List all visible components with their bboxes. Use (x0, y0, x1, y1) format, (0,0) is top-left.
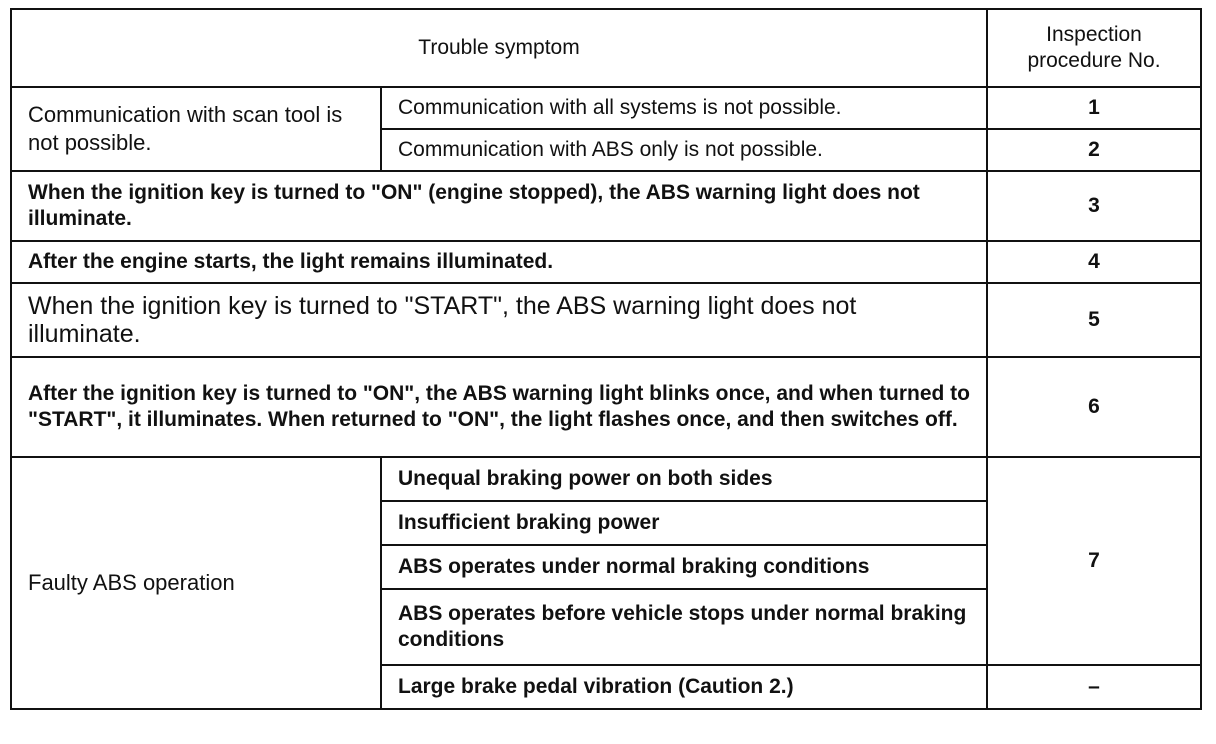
table-row (11, 87, 1201, 129)
header-trouble-symptom: Trouble symptom (11, 9, 987, 87)
header-row (11, 9, 1201, 87)
blinks-cell: After the ignition key is turned to "ON", the ABS warning light blinks once, and when turned to "START", it illuminates. When returned to "ON", the light flashes once, and then switches off. (11, 357, 987, 457)
table-row (11, 171, 1201, 241)
comm-abs-number: 2 (987, 129, 1201, 171)
before-stops-cell: ABS operates before vehicle stops under normal braking conditions (381, 589, 987, 665)
engine-starts-cell: After the engine starts, the light remains illuminated. (11, 241, 987, 283)
table-row (11, 283, 1201, 357)
table-row (11, 241, 1201, 283)
ignition-start-cell: When the ignition key is turned to "START", the ABS warning light does not illuminate. (11, 283, 987, 357)
blinks-number: 6 (987, 357, 1201, 457)
comm-all-number: 1 (987, 87, 1201, 129)
vibration-cell: Large brake pedal vibration (Caution 2.) (381, 665, 987, 709)
normal-conditions-cell: ABS operates under normal braking conditions (381, 545, 987, 589)
ignition-on-cell: When the ignition key is turned to "ON" (engine stopped), the ABS warning light does not illuminate. (11, 171, 987, 241)
comm-all-cell: Communication with all systems is not possible. (381, 87, 987, 129)
communication-group-cell: Communication with scan tool is not possible. (11, 87, 381, 171)
faulty-number: 7 (987, 457, 1201, 665)
header-inspection-procedure (987, 9, 1201, 87)
comm-abs-cell: Communication with ABS only is not possible. (381, 129, 987, 171)
vibration-number: – (987, 665, 1201, 709)
faulty-group-cell: Faulty ABS operation (11, 457, 381, 709)
trouble-symptom-table (10, 8, 1202, 710)
unequal-cell: Unequal braking power on both sides (381, 457, 987, 501)
table-row (11, 457, 1201, 501)
header-inspection-label: Inspection procedure No. (1027, 23, 1161, 72)
table-row (11, 357, 1201, 457)
insufficient-cell: Insufficient braking power (381, 501, 987, 545)
ignition-on-number: 3 (987, 171, 1201, 241)
engine-starts-number: 4 (987, 241, 1201, 283)
ignition-start-number: 5 (987, 283, 1201, 357)
